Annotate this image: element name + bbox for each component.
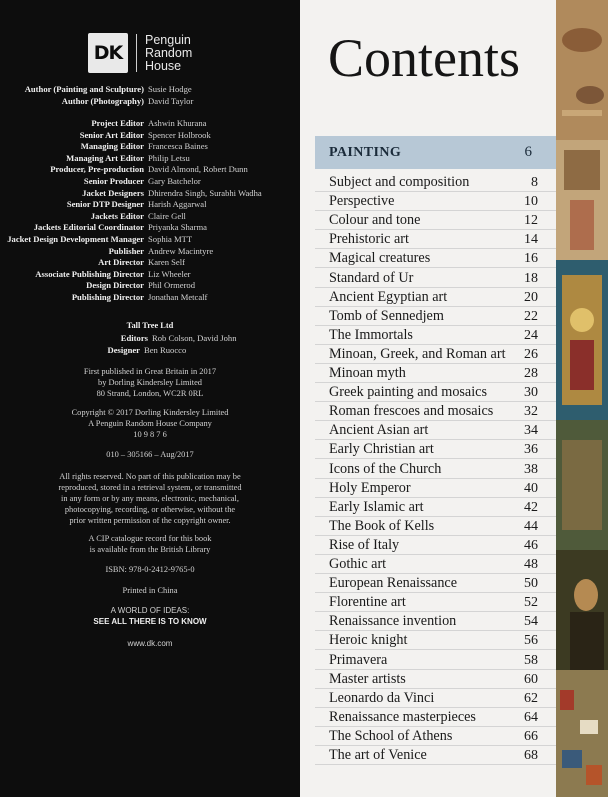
credit-name: Claire Gell bbox=[148, 210, 186, 221]
toc-entry[interactable] bbox=[315, 288, 556, 307]
toc-entry-title: Magical creatures bbox=[329, 250, 431, 267]
credit-row bbox=[0, 188, 300, 199]
cip-line: is available from the British Library bbox=[89, 545, 211, 554]
toc-entry[interactable] bbox=[315, 536, 556, 555]
contents-heading: Contents bbox=[328, 28, 521, 88]
toc-entry[interactable] bbox=[315, 727, 556, 746]
credit-name: Dhirendra Singh, Surabhi Wadha bbox=[148, 187, 262, 198]
toc-entry-title: Master artists bbox=[329, 670, 406, 687]
toc-entry[interactable] bbox=[315, 421, 556, 440]
credit-name: Sophia MTT bbox=[148, 234, 193, 244]
credit-row bbox=[0, 269, 300, 280]
toc-entry-title: Minoan myth bbox=[329, 365, 406, 381]
toc-entry[interactable] bbox=[315, 192, 556, 211]
toc-entry-title: The School of Athens bbox=[329, 727, 453, 744]
credit-row bbox=[0, 141, 300, 152]
rights-line: reproduced, stored in a retrieval system, or transmitted bbox=[58, 483, 242, 492]
toc-entry[interactable] bbox=[315, 345, 556, 364]
toc-entry-page: 16 bbox=[524, 251, 538, 267]
toc-entry-page: 26 bbox=[524, 346, 538, 362]
printed-in: Printed in China bbox=[122, 586, 178, 595]
credit-name: Liz Wheeler bbox=[148, 268, 191, 279]
toc-entry[interactable] bbox=[315, 689, 556, 708]
toc-entry[interactable] bbox=[315, 631, 556, 650]
toc-entry[interactable] bbox=[315, 746, 556, 765]
credit-row bbox=[0, 222, 300, 233]
credit-row bbox=[0, 211, 300, 222]
toc-entry-title: The Book of Kells bbox=[329, 517, 435, 534]
section-page-number: 6 bbox=[524, 144, 532, 160]
toc-entry-title: Holy Emperor bbox=[329, 479, 411, 496]
toc-entry[interactable] bbox=[315, 479, 556, 498]
credit-row bbox=[0, 164, 300, 175]
credit-name: Philip Letsu bbox=[148, 152, 190, 163]
toc-entry-page: 38 bbox=[524, 461, 538, 477]
credit-name: Francesca Baines bbox=[148, 141, 208, 152]
toc-entry-title: Early Islamic art bbox=[329, 498, 424, 515]
toc-entry-page: 12 bbox=[524, 213, 538, 229]
dk-logo-icon: DK bbox=[88, 33, 128, 73]
credit-role: Author (Photography) bbox=[61, 96, 144, 106]
painting-details-strip bbox=[556, 0, 608, 797]
credit-row bbox=[0, 234, 300, 245]
isbn: ISBN: 978-0-2412-9765-0 bbox=[105, 565, 195, 574]
toc-entry-page: 62 bbox=[524, 690, 538, 706]
toc-entry-title: Renaissance invention bbox=[329, 613, 457, 630]
toc-entry[interactable] bbox=[315, 402, 556, 421]
toc-entry-page: 46 bbox=[524, 537, 538, 553]
credit-name: Ashwin Khurana bbox=[148, 118, 207, 128]
toc-entry-page: 36 bbox=[524, 442, 538, 458]
toc-entry-title: Heroic knight bbox=[329, 632, 408, 649]
toc-entry-title: Greek painting and mosaics bbox=[329, 384, 487, 401]
credit-name: David Almond, Robert Dunn bbox=[148, 164, 248, 175]
cip-line: A CIP catalogue record for this book bbox=[88, 534, 212, 543]
toc-entry-title: Roman frescoes and mosaics bbox=[329, 403, 494, 420]
credit-name: Andrew Macintyre bbox=[148, 245, 214, 256]
copyright-line: A Penguin Random House Company bbox=[88, 419, 212, 428]
toc-entry[interactable] bbox=[315, 249, 556, 268]
toc-entry-page: 40 bbox=[524, 480, 538, 496]
toc-entry[interactable] bbox=[315, 364, 556, 383]
toc-entry[interactable] bbox=[315, 555, 556, 574]
toc-entry-title: Icons of the Church bbox=[329, 460, 442, 477]
toc-entry[interactable] bbox=[315, 612, 556, 631]
publication-line: by Dorling Kindersley Limited bbox=[98, 378, 202, 387]
credit-row bbox=[0, 130, 300, 141]
toc-entry-page: 54 bbox=[524, 614, 538, 630]
credit-role: Producer, Pre-production bbox=[50, 164, 144, 175]
credit-row bbox=[0, 199, 300, 210]
toc-entry[interactable] bbox=[315, 498, 556, 517]
toc-entry[interactable] bbox=[315, 307, 556, 326]
toc-entry-title: The Immortals bbox=[329, 326, 413, 343]
credit-role: Publishing Director bbox=[71, 292, 144, 302]
credit-name: Karen Self bbox=[148, 257, 185, 268]
toc-entry-page: 58 bbox=[524, 652, 538, 668]
tagline-line: A WORLD OF IDEAS: bbox=[110, 606, 190, 615]
rights-line: in any form or by any means, electronic, mechanical, bbox=[61, 494, 239, 503]
toc-entry[interactable] bbox=[315, 173, 556, 192]
credit-row bbox=[0, 153, 300, 164]
credit-role: Project Editor bbox=[91, 118, 144, 128]
toc-entry-page: 50 bbox=[524, 576, 538, 592]
toc-entry[interactable] bbox=[315, 326, 556, 345]
tall-tree-company: Tall Tree Ltd bbox=[126, 321, 174, 330]
credit-name: Harish Aggarwal bbox=[148, 199, 207, 210]
toc-entry-page: 42 bbox=[524, 499, 538, 515]
credit-row bbox=[0, 84, 300, 95]
credit-role: Design Director bbox=[86, 280, 144, 291]
toc-entry[interactable] bbox=[315, 593, 556, 612]
credit-role: Author (Painting and Sculpture) bbox=[24, 84, 144, 94]
painting-collage-icon bbox=[556, 0, 608, 797]
toc-entry[interactable] bbox=[315, 269, 556, 288]
toc-entry-title: Early Christian art bbox=[329, 441, 434, 458]
toc-entry[interactable] bbox=[315, 651, 556, 670]
toc-entry-page: 28 bbox=[524, 366, 538, 381]
toc-entry-title: Standard of Ur bbox=[329, 269, 414, 286]
credit-name: David Taylor bbox=[148, 96, 194, 106]
credit-row bbox=[0, 246, 300, 257]
credit-name: Susie Hodge bbox=[148, 84, 192, 94]
copyright-line: 10 9 8 7 6 bbox=[133, 430, 167, 439]
publication-line: First published in Great Britain in 2017 bbox=[83, 367, 217, 376]
toc-entry[interactable] bbox=[315, 670, 556, 689]
credit-row: Editors Rob Colson, David John bbox=[120, 333, 237, 343]
credit-role: Publisher bbox=[108, 245, 144, 256]
toc-entry-page: 18 bbox=[524, 270, 538, 286]
toc-entry-title: Gothic art bbox=[329, 556, 387, 572]
credit-role: Senior Art Editor bbox=[79, 129, 144, 140]
toc-entry-page: 32 bbox=[524, 404, 538, 420]
credit-role: Jackets Editor bbox=[90, 210, 144, 221]
toc-entry-title: Renaissance masterpieces bbox=[329, 708, 476, 725]
section-header-painting bbox=[315, 136, 556, 169]
publisher-logo bbox=[88, 33, 192, 73]
credit-row: Designer Ben Ruocco bbox=[107, 345, 187, 355]
toc-entry-title: Tomb of Sennedjem bbox=[329, 307, 444, 324]
toc-entry-title: Ancient Egyptian art bbox=[329, 288, 448, 305]
rights-line: photocopying, recording, or otherwise, without the bbox=[64, 505, 236, 514]
toc-entry-title: Rise of Italy bbox=[329, 536, 400, 553]
credit-role: Jacket Designers bbox=[82, 187, 144, 198]
credit-role: Managing Art Editor bbox=[66, 152, 144, 163]
credit-role: Jackets Editorial Coordinator bbox=[33, 222, 144, 233]
logo-divider bbox=[136, 34, 137, 72]
toc-entry[interactable] bbox=[315, 574, 556, 593]
toc-entry-page: 22 bbox=[524, 308, 538, 324]
publication-line: 80 Strand, London, WC2R 0RL bbox=[96, 389, 204, 398]
toc-entry-title: Perspective bbox=[329, 193, 395, 210]
toc-entry-title: Subject and composition bbox=[329, 174, 470, 190]
credit-role: Jacket Design Development Manager bbox=[7, 234, 144, 244]
toc-entry-page: 48 bbox=[524, 557, 538, 572]
credit-role: Art Director bbox=[98, 257, 144, 268]
copyright-line: Copyright © 2017 Dorling Kindersley Limited bbox=[71, 408, 229, 417]
section-name: PAINTING bbox=[329, 145, 402, 160]
toc-entry-page: 52 bbox=[524, 595, 538, 611]
toc-entry-page: 8 bbox=[531, 175, 538, 190]
credit-row bbox=[0, 280, 300, 291]
credit-role: Senior DTP Designer bbox=[66, 199, 144, 210]
credit-row bbox=[0, 176, 300, 187]
toc-entry-page: 14 bbox=[524, 232, 538, 248]
toc-entry[interactable] bbox=[315, 230, 556, 249]
toc-entry[interactable] bbox=[315, 517, 556, 536]
toc-entry[interactable] bbox=[315, 708, 556, 727]
credit-name: Priyanka Sharma bbox=[148, 222, 207, 233]
credit-role: Managing Editor bbox=[80, 141, 144, 152]
credit-row bbox=[0, 292, 300, 303]
rights-line: All rights reserved. No part of this publication may be bbox=[59, 472, 241, 481]
toc-entry-title: European Renaissance bbox=[329, 575, 458, 592]
credit-role: Senior Producer bbox=[83, 176, 144, 186]
toc-entry-title: Minoan, Greek, and Roman art bbox=[329, 345, 506, 362]
credit-name: Gary Batchelor bbox=[148, 176, 201, 186]
catalog-number: 010 – 305166 – Aug/2017 bbox=[106, 450, 194, 459]
credit-name: Jonathan Metcalf bbox=[148, 292, 208, 302]
toc-entry[interactable] bbox=[315, 211, 556, 230]
credit-row bbox=[0, 257, 300, 268]
credit-role: Associate Publishing Director bbox=[35, 268, 144, 279]
toc-entry-page: 24 bbox=[524, 327, 538, 343]
toc-entry-title: Ancient Asian art bbox=[329, 422, 429, 439]
toc-entry-title: Prehistoric art bbox=[329, 231, 409, 248]
toc-entry-page: 30 bbox=[524, 385, 538, 401]
credit-name: Phil Ormerod bbox=[148, 280, 196, 291]
toc-entry-title: Leonardo da Vinci bbox=[329, 689, 435, 706]
toc-entry-page: 34 bbox=[524, 423, 538, 439]
toc-entry-page: 60 bbox=[524, 671, 538, 687]
imprint-page bbox=[0, 0, 300, 797]
website: www.dk.com bbox=[127, 639, 173, 648]
toc-entry-page: 10 bbox=[524, 194, 538, 210]
toc-entry-page: 20 bbox=[524, 289, 538, 305]
toc-entry-page: 64 bbox=[524, 709, 538, 725]
toc-entry[interactable] bbox=[315, 383, 556, 402]
credit-row bbox=[0, 118, 300, 129]
credit-name: Spencer Holbrook bbox=[148, 129, 211, 140]
credit-row bbox=[0, 96, 300, 107]
toc-entry-title: Primavera bbox=[329, 651, 388, 668]
toc-entry-title: Florentine art bbox=[329, 594, 406, 611]
toc-entry-title: The art of Venice bbox=[329, 747, 427, 763]
toc-entry-title: Colour and tone bbox=[329, 212, 421, 229]
toc-entry-page: 56 bbox=[524, 633, 538, 649]
toc-entry-page: 66 bbox=[524, 728, 538, 744]
toc-entry-page: 68 bbox=[524, 748, 538, 763]
toc-entry-page: 44 bbox=[524, 518, 538, 534]
toc-entry[interactable] bbox=[315, 440, 556, 459]
toc-entry[interactable] bbox=[315, 460, 556, 479]
penguin-random-house-wordmark: Penguin Random House bbox=[145, 32, 193, 73]
tagline-line: SEE ALL THERE IS TO KNOW bbox=[93, 617, 207, 626]
rights-line: prior written permission of the copyright owner. bbox=[69, 516, 231, 525]
